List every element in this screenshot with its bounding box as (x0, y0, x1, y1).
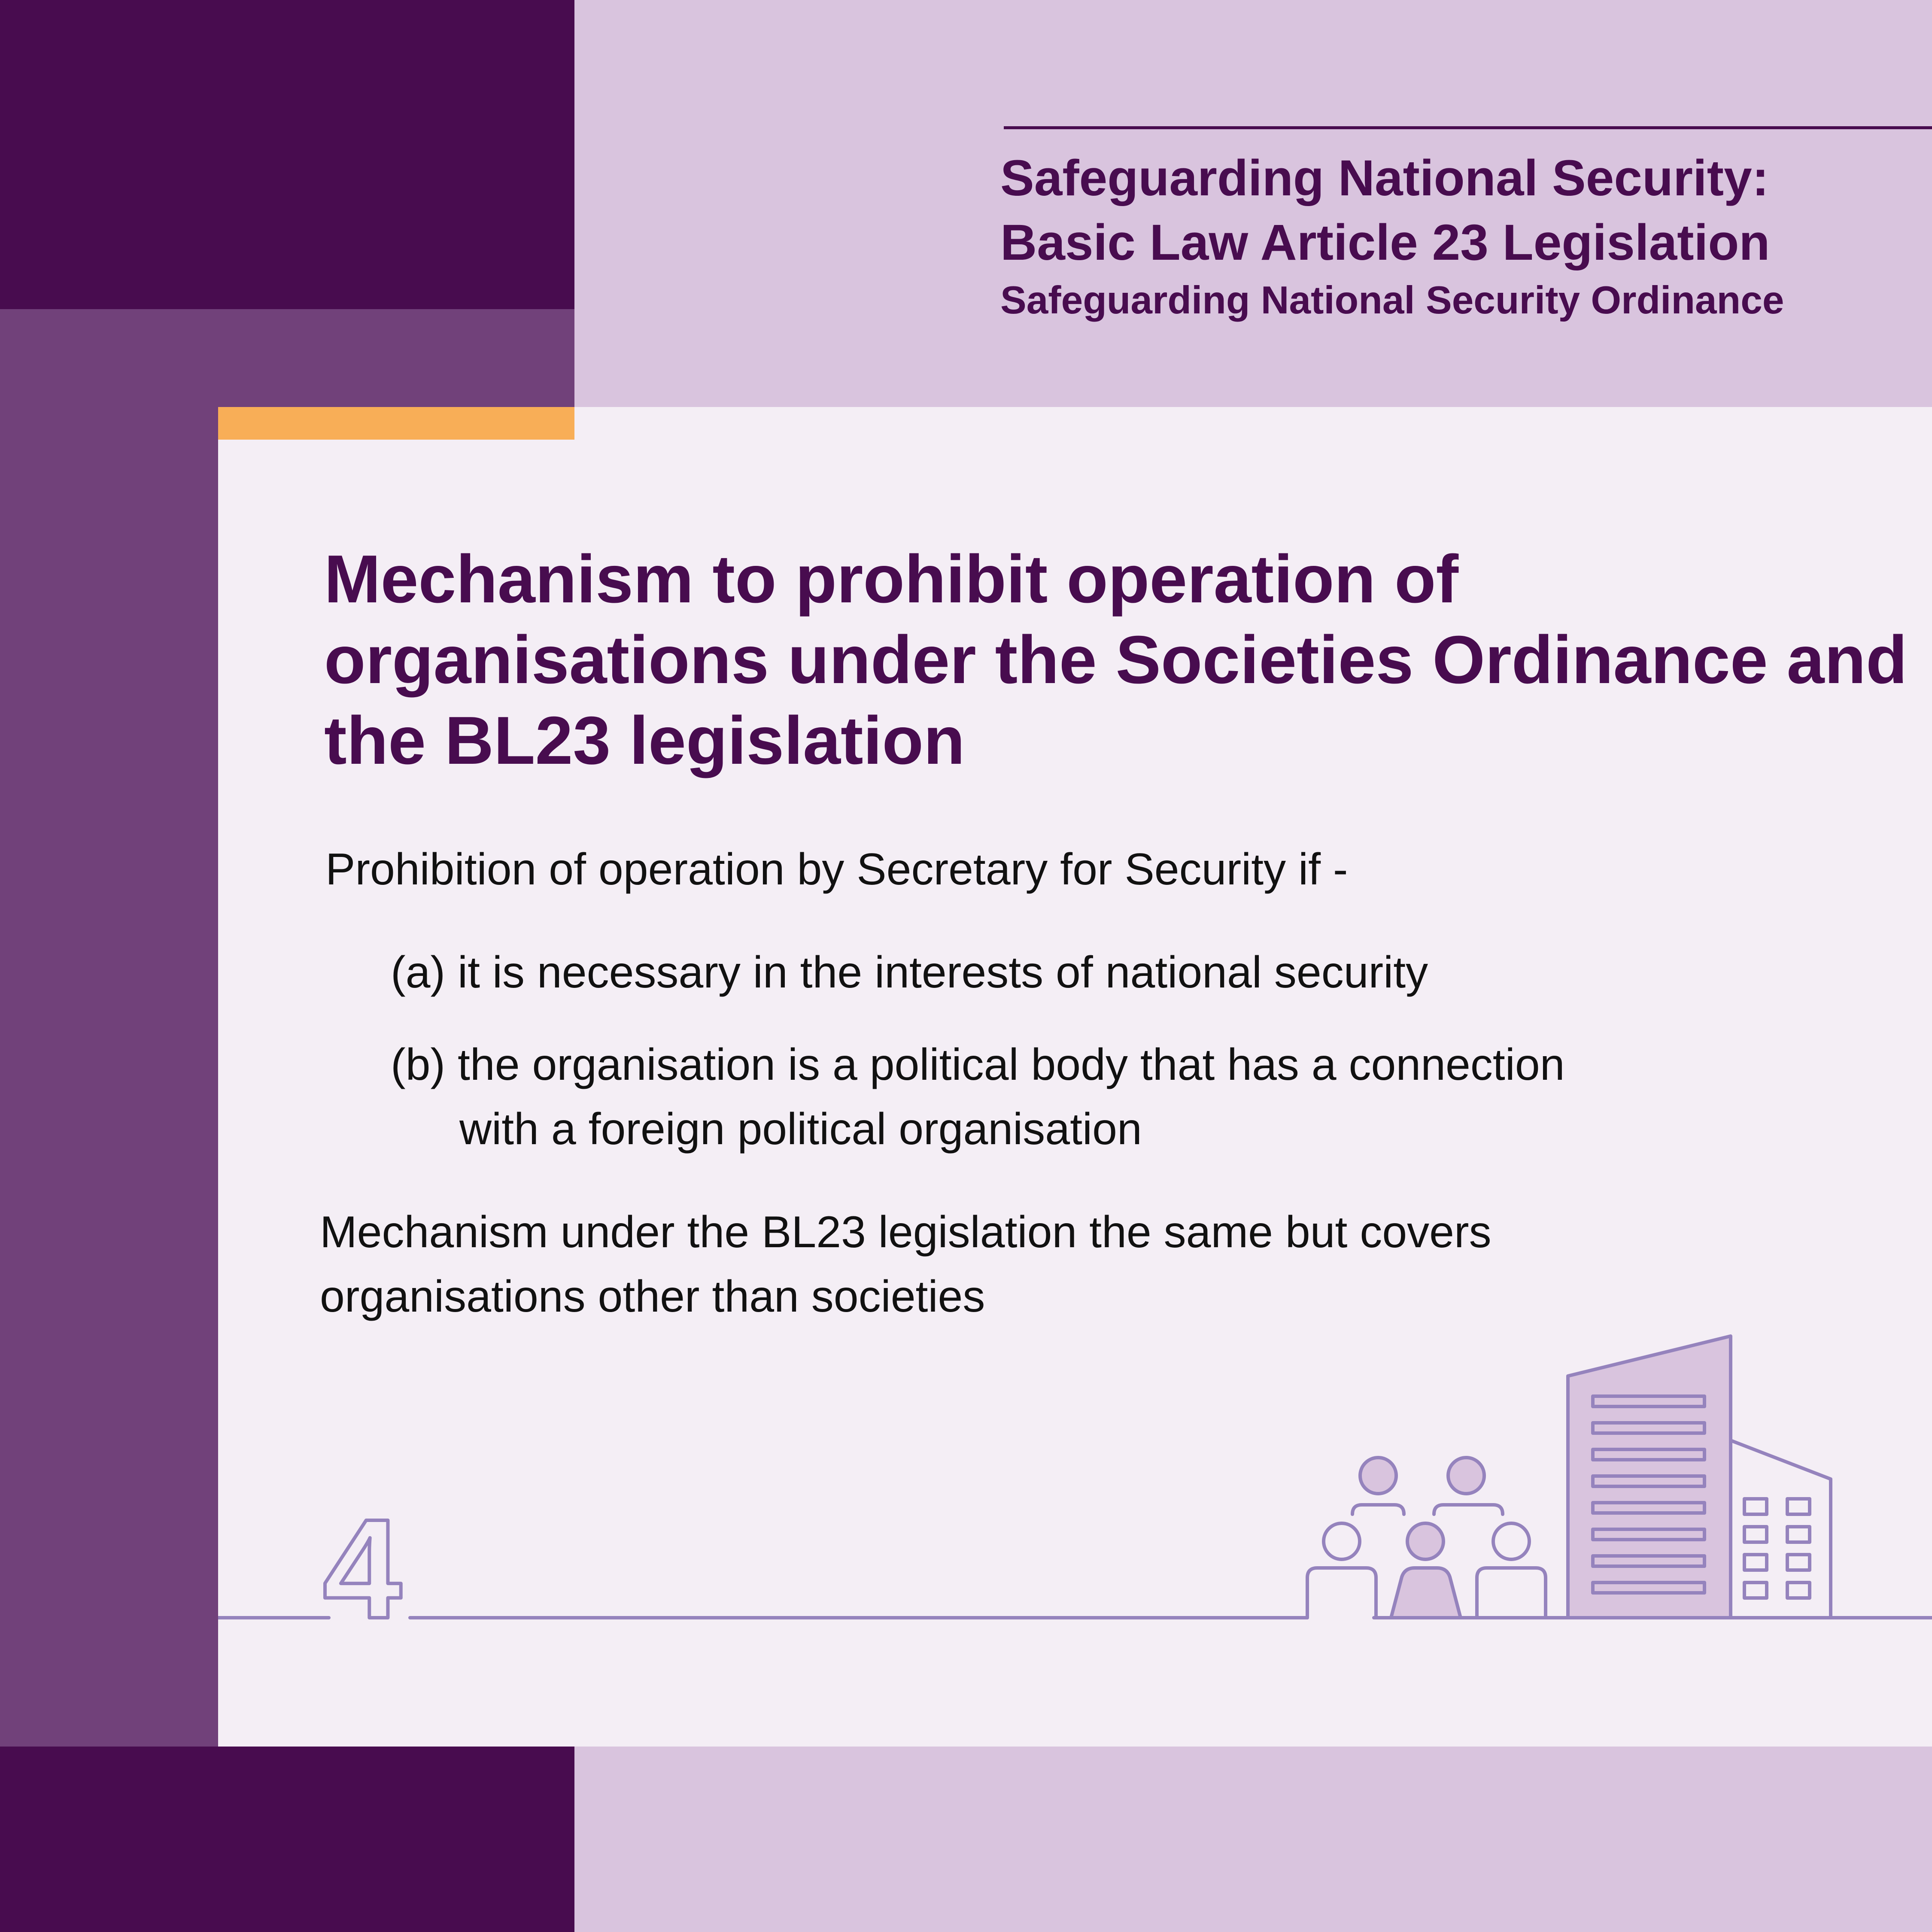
dark-corner-block-top (0, 0, 574, 309)
condition-a: (a) it is necessary in the interests of national security (391, 948, 1428, 997)
people-group-icon (1307, 1458, 1546, 1618)
intro-text: Prohibition of operation by Secretary for Security if - (325, 844, 1348, 894)
page-number: 4 (323, 1489, 402, 1631)
condition-b-line2: with a foreign political organisation (459, 1104, 1142, 1154)
header-rule (1004, 126, 1932, 129)
condition-b-line1: (b) the organisation is a political body that has a connection (391, 1040, 1565, 1090)
mechanism-note-line1: Mechanism under the BL23 legislation the same but covers (320, 1207, 1492, 1257)
dark-corner-block-bottom (0, 1747, 574, 1932)
office-building-icon (1568, 1336, 1831, 1618)
header-title-line1: Safeguarding National Security: (1000, 150, 1769, 207)
people-building-illustration (218, 1322, 1932, 1631)
mechanism-note-line2: organisations other than societies (320, 1272, 985, 1321)
accent-bar (218, 407, 574, 440)
page-title: Mechanism to prohibit operation of organisations under the Societies Ordinance and the BL23 legislation (324, 541, 1908, 778)
header-title-line2: Basic Law Article 23 Legislation (1000, 214, 1770, 271)
header-subtitle: Safeguarding National Security Ordinance (1000, 279, 1784, 322)
